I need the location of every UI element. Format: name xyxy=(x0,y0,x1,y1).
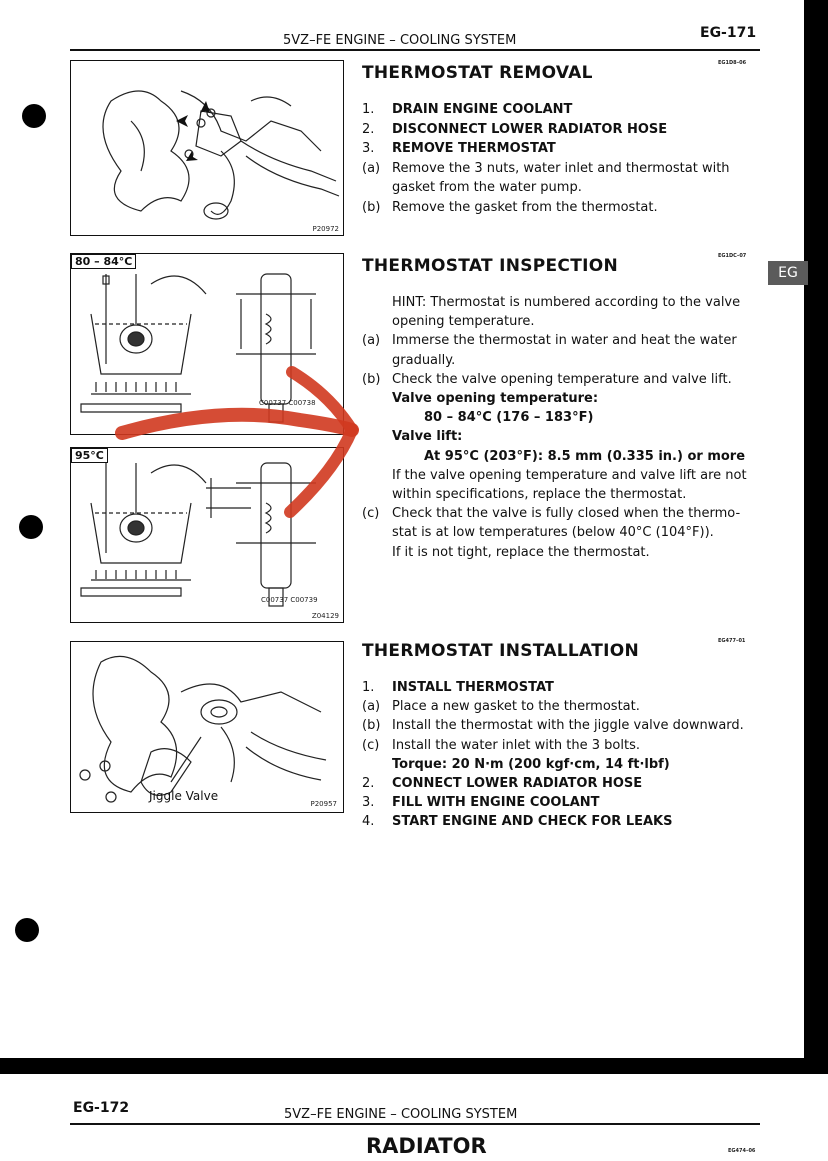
figure-id: C00737 C00738 xyxy=(259,399,316,407)
step-text: within specifications, replace the thermostat. xyxy=(392,487,687,502)
text-line xyxy=(362,408,772,427)
text-line xyxy=(362,331,772,350)
step-text: 80 – 84°C (176 – 183°F) xyxy=(424,410,594,426)
step-marker: (a) xyxy=(362,699,381,715)
step-marker: 1. xyxy=(362,102,375,117)
step-text: gasket from the water pump. xyxy=(392,180,582,195)
step-marker: 2. xyxy=(362,776,375,791)
text-line xyxy=(362,793,772,812)
inspection-text xyxy=(362,293,772,563)
page-number: EG-172 xyxy=(73,1100,130,1116)
text-line xyxy=(362,198,762,218)
step-text: gradually. xyxy=(392,352,456,368)
text-line xyxy=(362,159,762,179)
installation-figure xyxy=(70,641,344,813)
step-marker: (b) xyxy=(362,718,381,734)
running-header: 5VZ–FE ENGINE – COOLING SYSTEM xyxy=(284,1107,518,1122)
figure-id: Z04129 xyxy=(311,612,339,620)
engine-illustration xyxy=(71,61,343,235)
step-marker: 2. xyxy=(362,121,375,137)
inspection-title: THERMOSTAT INSPECTION xyxy=(362,256,619,276)
text-line xyxy=(362,427,772,446)
text-line xyxy=(362,139,762,159)
thermostat-install-illustration xyxy=(71,642,343,812)
header-rule xyxy=(70,49,760,51)
text-line xyxy=(362,716,772,735)
installation-title: THERMOSTAT INSTALLATION xyxy=(362,641,639,661)
step-text: INSTALL THERMOSTAT xyxy=(392,680,554,695)
jiggle-valve-label: Jiggle Valve xyxy=(149,789,219,803)
text-line xyxy=(362,178,762,198)
installation-steps xyxy=(362,678,772,838)
text-line xyxy=(362,389,772,408)
step-marker: 3. xyxy=(362,795,375,811)
step-text: Check that the valve is fully closed when the thermo- xyxy=(392,506,741,522)
section-tab: EG xyxy=(768,261,808,285)
step-marker: 3. xyxy=(362,141,375,156)
step-marker: (c) xyxy=(362,506,380,522)
removal-figure xyxy=(70,60,344,236)
thermostat-heating-illustration xyxy=(71,254,343,434)
step-marker: 4. xyxy=(362,814,375,830)
step-text: HINT: Thermostat is numbered according to the valve xyxy=(392,295,741,310)
step-text: FILL WITH ENGINE COOLANT xyxy=(392,795,600,811)
figure-id: C00737 C00739 xyxy=(261,596,318,604)
step-marker: (b) xyxy=(362,199,381,215)
step-text: opening temperature. xyxy=(392,314,535,330)
step-text: At 95°C (203°F): 8.5 mm (0.335 in.) or more xyxy=(424,448,746,464)
step-text: Check the valve opening temperature and valve lift. xyxy=(392,371,732,387)
step-text: Install the water inlet with the 3 bolts. xyxy=(392,737,640,753)
header-rule xyxy=(70,1123,760,1125)
text-line xyxy=(362,697,772,716)
text-line xyxy=(362,370,772,389)
binder-hole xyxy=(22,104,46,128)
removal-steps xyxy=(362,100,762,220)
step-text: Immerse the thermostat in water and heat the water xyxy=(392,333,737,349)
text-line xyxy=(362,543,772,562)
section-code: EG1D8–06 xyxy=(718,60,747,66)
inspection-figure-80c xyxy=(70,253,344,435)
step-text: If the valve opening temperature and valve lift are not xyxy=(392,467,747,483)
text-line xyxy=(362,447,772,466)
temperature-label: 95°C xyxy=(71,448,108,463)
step-text: Remove the gasket from the thermostat. xyxy=(392,199,658,215)
step-text: Valve lift: xyxy=(392,429,463,445)
step-text: DISCONNECT LOWER RADIATOR HOSE xyxy=(392,121,668,137)
text-line xyxy=(362,736,772,755)
page-number: EG-171 xyxy=(700,25,757,41)
text-line xyxy=(362,120,762,140)
removal-title: THERMOSTAT REMOVAL xyxy=(362,63,593,83)
step-marker: (a) xyxy=(362,160,381,176)
inspection-figure-95c xyxy=(70,447,344,623)
text-line xyxy=(362,351,772,370)
section-code: EG474–06 xyxy=(728,1148,756,1154)
step-marker: (b) xyxy=(362,371,381,387)
binder-hole xyxy=(19,515,43,539)
text-line xyxy=(362,293,772,312)
text-line xyxy=(362,755,772,774)
temperature-label: 80 – 84°C xyxy=(71,254,136,269)
binder-hole xyxy=(15,918,39,942)
text-line xyxy=(362,100,762,120)
running-header: 5VZ–FE ENGINE – COOLING SYSTEM xyxy=(283,33,517,48)
step-text: Place a new gasket to the thermostat. xyxy=(392,699,640,715)
step-marker: (a) xyxy=(362,333,381,349)
step-text: stat is at low temperatures (below 40°C (104°F)). xyxy=(392,525,714,541)
text-line xyxy=(362,523,772,542)
step-text: DRAIN ENGINE COOLANT xyxy=(392,102,573,117)
step-text: START ENGINE AND CHECK FOR LEAKS xyxy=(392,814,673,830)
step-marker: (c) xyxy=(362,737,380,753)
step-text: CONNECT LOWER RADIATOR HOSE xyxy=(392,776,643,791)
figure-id: P20972 xyxy=(312,225,339,233)
manual-page-eg-172 xyxy=(0,1074,828,1161)
text-line xyxy=(362,774,772,793)
step-text: Remove the 3 nuts, water inlet and thermostat with xyxy=(392,160,730,176)
step-marker: 1. xyxy=(362,680,375,695)
text-line xyxy=(362,466,772,485)
step-text: If it is not tight, replace the thermostat. xyxy=(392,544,650,560)
step-text: REMOVE THERMOSTAT xyxy=(392,141,556,156)
section-code: EG1DC–07 xyxy=(718,253,747,259)
step-text: Valve opening temperature: xyxy=(392,391,599,406)
figure-id: P20957 xyxy=(310,800,337,808)
text-line xyxy=(362,504,772,523)
text-line xyxy=(362,812,772,831)
step-text: Torque: 20 N·m (200 kgf·cm, 14 ft·lbf) xyxy=(392,756,670,772)
text-line xyxy=(362,678,772,697)
text-line xyxy=(362,312,772,331)
section-code: EG477–01 xyxy=(718,638,746,644)
radiator-title: RADIATOR xyxy=(366,1134,487,1158)
text-line xyxy=(362,485,772,504)
step-text: Install the thermostat with the jiggle valve downward. xyxy=(392,718,744,734)
